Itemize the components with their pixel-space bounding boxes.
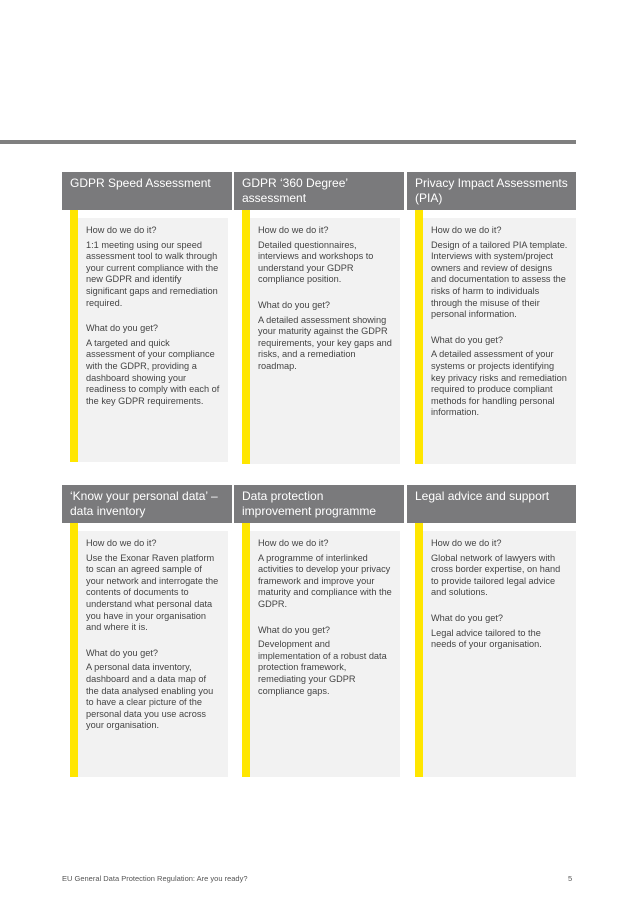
- question-heading: How do we do it?: [431, 538, 502, 548]
- card-accent-bar: [242, 210, 250, 464]
- card-accent-bar: [415, 210, 423, 464]
- answer-text: A targeted and quick assessment of your compliance with the GDPR, providing a dashboard showing your readiness to comply with each of the key GDPR requirements.: [86, 337, 220, 406]
- page-number: 5: [568, 874, 573, 883]
- card-accent-bar: [415, 523, 423, 777]
- card-title: ‘Know your personal data’ – data inventory: [70, 489, 218, 518]
- question-heading: How do we do it?: [258, 225, 329, 235]
- question-heading: What do you get?: [431, 612, 504, 623]
- answer-text: Legal advice tailored to the needs of your organisation.: [431, 627, 542, 650]
- question-heading: How do we do it?: [86, 538, 157, 548]
- card-header-pia: [407, 172, 576, 210]
- card-header-data-inventory: [62, 485, 232, 523]
- card-header-360-assessment: [234, 172, 404, 210]
- question-heading: How do we do it?: [86, 225, 157, 235]
- top-divider: [0, 140, 576, 144]
- card-title: GDPR Speed Assessment: [70, 176, 211, 190]
- question-heading: How do we do it?: [258, 538, 329, 548]
- answer-text: Use the Exonar Raven platform to scan an agreed sample of your network and interrogate the contents of documents to understand what personal data you have in your organisation and where it is.: [86, 552, 219, 633]
- question-heading: What do you get?: [86, 323, 159, 334]
- question-heading: How do we do it?: [431, 225, 502, 235]
- answer-text: 1:1 meeting using our speed assessment tool to walk through your current compliance with the new GDPR and identify significant gaps and remediation required.: [86, 239, 219, 308]
- question-heading: What do you get?: [258, 299, 331, 310]
- card-body-data-inventory: [78, 531, 228, 777]
- question-heading: What do you get?: [258, 624, 331, 635]
- card-header-legal-advice: [407, 485, 576, 523]
- card-body-360-assessment: [250, 218, 400, 464]
- footer-title: EU General Data Protection Regulation: Are you ready?: [62, 874, 248, 883]
- answer-text: Development and implementation of a robust data protection framework, remediating your GDPR compliance gaps.: [258, 639, 387, 696]
- answer-text: A personal data inventory, dashboard and a data map of the data analysed enabling you to have a clear picture of the personal data you use across your organisation.: [86, 662, 214, 731]
- question-heading: What do you get?: [86, 647, 159, 658]
- card-body-speed-assessment: [78, 218, 228, 462]
- question-heading: What do you get?: [431, 334, 504, 345]
- card-accent-bar: [70, 523, 78, 777]
- answer-text: A detailed assessment showing your maturity against the GDPR requirements, your key gaps and risks, and a remediation roadmap.: [258, 314, 392, 371]
- answer-text: Global network of lawyers with cross border expertise, on hand to provide tailored legal advice and solutions.: [431, 552, 561, 598]
- card-body-improvement-programme: [250, 531, 400, 777]
- card-body-legal-advice: [423, 531, 576, 777]
- answer-text: Detailed questionnaires, interviews and workshops to understand your GDPR compliance position.: [258, 239, 374, 285]
- answer-text: A programme of interlinked activities to develop your privacy framework and improve your maturity and compliance with the GDPR.: [258, 552, 392, 609]
- card-header-speed-assessment: [62, 172, 232, 210]
- card-accent-bar: [70, 210, 78, 462]
- card-title: Legal advice and support: [415, 489, 550, 503]
- card-title: GDPR ‘360 Degree’ assessment: [242, 176, 348, 205]
- card-accent-bar: [242, 523, 250, 777]
- card-body-pia: [423, 218, 576, 464]
- card-title: Privacy Impact Assessments (PIA): [415, 176, 568, 205]
- card-title: Data protection improvement programme: [242, 489, 377, 518]
- card-header-improvement-programme: [234, 485, 404, 523]
- answer-text: Design of a tailored PIA template. Interviews with system/project owners and review of designs and documentation to assess the risks of harm to individuals through the misuse of their personal information.: [431, 239, 568, 320]
- answer-text: A detailed assessment of your systems or projects identifying key privacy risks and remediation required to produce compliant methods for handling personal information.: [431, 349, 567, 418]
